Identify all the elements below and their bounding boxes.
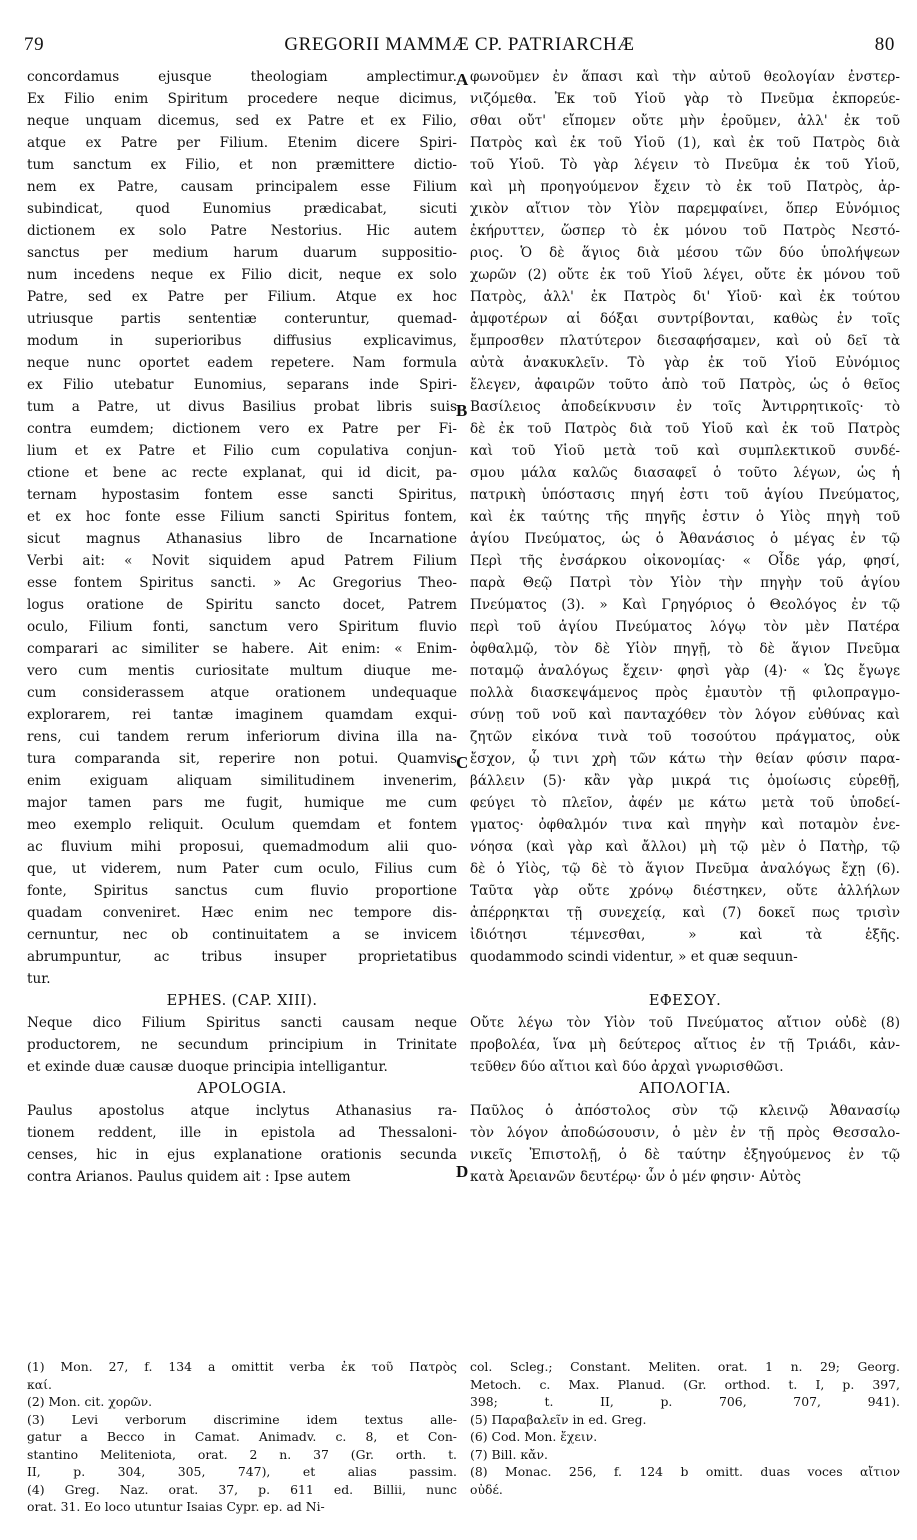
greek-text-line: παρὰ Θεῷ Πατρὶ τὸν Υἱὸν τὴν πηγὴν τοῦ ἁγίου bbox=[470, 575, 900, 591]
margin-letter-a: A bbox=[456, 70, 469, 89]
latin-body bbox=[27, 66, 457, 990]
footnote-line: Metoch. c. Max. Planud. (Gr. orthod. t. I, p. 397, bbox=[470, 1376, 900, 1392]
latin-text-line: modum in superioribus diffusius explicavimus, bbox=[27, 333, 457, 349]
greek-text-line: τοῦ Υἱοῦ. Τὸ γὰρ λέγειν τὸ Πνεῦμα ἐκ τοῦ Υἱοῦ, bbox=[470, 157, 900, 173]
latin-text-line: et ex hoc fonte esse Filium sancti Spiritus fontem, bbox=[27, 509, 457, 525]
greek-text-line: αὐτὰ ἀνακυκλεῖν. Τὸ γὰρ ἐκ τοῦ Υἱοῦ Εὐνόμιος bbox=[470, 355, 900, 371]
greek-text-line: δὲ ὁ Υἱὸς, τῷ δὲ τὸ ἅγιον Πνεῦμα ἀναλόγως ἔχῃ (6). bbox=[470, 861, 900, 877]
greek-text-line: καὶ μὴ προηγούμενον ἔχειν τὸ ἐκ τοῦ Πατρὸς, ἀρ- bbox=[470, 179, 900, 195]
greek-text-line: Περὶ τῆς ἐνσάρκου οἰκονομίας· « Οἶδε γάρ, φησί, bbox=[470, 553, 900, 569]
latin-text-line: major tamen pars me fugit, humique me cum bbox=[27, 795, 457, 811]
greek-text-line: πατρικὴ ὑπόστασις πηγή ἐστι τοῦ ἁγίου Πνεύματος, bbox=[470, 487, 900, 503]
greek-text-line: σθαι οὔτ' εἴπομεν οὔτε μὴν ἐροῦμεν, ἀλλ' ἐκ τοῦ bbox=[470, 113, 900, 129]
latin-text-line: dictionem ex solo Patre Nestorius. Hic autem bbox=[27, 223, 457, 239]
latin-text-line: rens, cui tandem rerum inferiorum divina illa na- bbox=[27, 729, 457, 745]
latin-ephes-text bbox=[27, 1012, 457, 1078]
latin-text-line: lium et ex Patre et Filio cum copulativa conjun- bbox=[27, 443, 457, 459]
latin-text-line: esse fontem Spiritus sancti. » Ac Gregorius Theo- bbox=[27, 575, 457, 591]
greek-apologia-line: τὸν λόγον ἀποδώσουσιν, ὁ μὲν ἐν τῇ πρὸς Θεσσαλο- bbox=[470, 1125, 900, 1141]
greek-text-line: φεύγει τὸ πλεῖον, ἀφέν με κάτω μετὰ τοῦ ὑποδεί- bbox=[470, 795, 900, 811]
footnote-line: (1) Mon. 27, f. 134 a omittit verba ἐκ τοῦ Πατρὸς bbox=[27, 1359, 457, 1374]
greek-text-line: γματος· ὀφθαλμόν τινα καὶ πηγὴν καὶ ποταμὸν ἐνε- bbox=[470, 817, 900, 833]
page-number-left: 79 bbox=[24, 34, 45, 55]
margin-letter-b: B bbox=[456, 401, 468, 420]
latin-text-line: fonte, Spiritus sanctus cum fluvio proportione bbox=[27, 883, 457, 899]
latin-text-line: concordamus ejusque theologiam amplectimur. bbox=[27, 69, 457, 85]
spacer bbox=[470, 968, 900, 990]
running-header bbox=[24, 34, 895, 64]
greek-text-line: ἀπέρρηκται τῇ συνεχείᾳ, καὶ (7) δοκεῖ πως τρισὶν bbox=[470, 905, 900, 921]
greek-text-line: ποταμῷ ἀναλόγως ἔχειν· φησὶ γὰρ (4)· « Ὡς ἔγωγε bbox=[470, 663, 900, 679]
footnotes-left bbox=[27, 1358, 457, 1516]
greek-text-line: φωνοῦμεν ἐν ἅπασι καὶ τὴν αὐτοῦ θεολογίαν ἐνστερ- bbox=[470, 69, 900, 85]
footnote-line: (5) Παραβαλεῖν in ed. Greg. bbox=[470, 1411, 647, 1427]
footnote-line: (8) Monac. 256, f. 124 b omitt. duas voces αἴτιον bbox=[470, 1464, 900, 1479]
latin-heading-apologia: APOLOGIA. bbox=[197, 1081, 287, 1097]
greek-text-line: ἁγίου Πνεύματος, ὡς ὁ Ἀθανάσιος ὁ μέγας ἐν τῷ bbox=[470, 531, 900, 547]
latin-ephes-line: et exinde duæ causæ duoque principia intelligantur. bbox=[27, 1059, 388, 1075]
latin-text-line: sicut magnus Athanasius libro de Incarnatione bbox=[27, 531, 457, 547]
greek-text-line: quodammodo scindi videntur, » et quæ sequun- bbox=[470, 949, 798, 965]
latin-text-line: Patre, sed ex Patre per Filium. Atque ex hoc bbox=[27, 289, 457, 305]
greek-text-line: ἔλεγεν, ἀφαιρῶν τοῦτο ἀπὸ τοῦ Πατρὸς, ὡς ὁ θεῖος bbox=[470, 377, 900, 393]
latin-text-line: cum considerassem atque orationem undequaque bbox=[27, 685, 457, 701]
latin-text-line: comparari ac similiter se habere. Ait enim: « Enim- bbox=[27, 641, 457, 657]
footnote-line: stantino Meliteniota, orat. 2 n. 37 (Gr. orth. t. bbox=[27, 1446, 457, 1462]
greek-apologia-line: Παῦλος ὁ ἀπόστολος σὺν τῷ κλεινῷ Ἀθανασίῳ bbox=[470, 1103, 900, 1119]
greek-column bbox=[470, 66, 900, 1188]
latin-text-line: nem ex Patre, causam principalem esse Filium bbox=[27, 179, 457, 195]
greek-text-line: Ταῦτα γὰρ οὔτε χρόνῳ διέστηκεν, οὔτε ἀλλήλων bbox=[470, 883, 900, 899]
latin-text-line: abrumpuntur, ac tribus insuper proprietatibus bbox=[27, 949, 457, 965]
latin-text-line: neque unquam dicemus, sed ex Patre et ex Filio, bbox=[27, 113, 457, 129]
greek-text-line: σύνῃ τοῦ νοῦ καὶ πανταχόθεν τὸν λόγον εὐθύνας καὶ bbox=[470, 707, 900, 723]
greek-text-line: πολλὰ διασκεψάμενος πρὸς ἐμαυτὸν τῇ φιλοπραγμο- bbox=[470, 685, 900, 701]
footnote-line: col. Scleg.; Constant. Meliten. orat. 1 n. 29; Georg. bbox=[470, 1359, 900, 1374]
greek-text-line: ἰδιότησι τέμνεσθαι, » καὶ τὰ ἑξῆς. bbox=[470, 927, 900, 943]
latin-text-line: neque nunc oportet eadem repetere. Nam formula bbox=[27, 355, 457, 371]
footnote-line: orat. 31. Eo loco utuntur Isaias Cypr. ep. ad Ni- bbox=[27, 1499, 325, 1514]
latin-text-line: meo exemplo reliquit. Oculum quemdam et fontem bbox=[27, 817, 457, 833]
latin-text-line: Verbi ait: « Novit siquidem apud Patrem Filium bbox=[27, 553, 457, 569]
latin-text-line: tum a Patre, ut divus Basilius probat libris suis bbox=[27, 399, 457, 415]
latin-text-line: oculo, Filium fonti, sanctum vero Spiritum fluvio bbox=[27, 619, 457, 635]
latin-text-line: logus oratione de Spiritu sancto docet, Patrem bbox=[27, 597, 457, 613]
latin-text-line: ac fluvium mihi proposui, quemadmodum alii quo- bbox=[27, 839, 457, 855]
latin-text-line: explorarem, rei tantæ imaginem quamdam exqui- bbox=[27, 707, 457, 723]
footnotes-right bbox=[470, 1358, 900, 1498]
greek-apologia-text bbox=[470, 1100, 900, 1188]
footnote-line: (3) Levi verborum discrimine idem textus alle- bbox=[27, 1411, 457, 1427]
greek-text-line: περὶ τοῦ ἁγίου Πνεύματος λόγῳ τὸν μὲν Πατέρα bbox=[470, 619, 900, 635]
footnote-line: (2) Mon. cit. χορῶν. bbox=[27, 1394, 153, 1409]
greek-text-line: Πατρὸς καὶ ἐκ τοῦ Υἱοῦ (1), καὶ ἐκ τοῦ Πατρὸς διὰ bbox=[470, 135, 900, 151]
latin-text-line: tura comparanda sit, reperire non potui. Quamvis bbox=[27, 751, 457, 767]
greek-text-line: χικὸν αἴτιον τὸν Υἱὸν παρεμφαίνει, ὅπερ Εὐνόμιος bbox=[470, 201, 900, 217]
greek-text-line: Πατρὸς, ἀλλ' ἐκ Πατρὸς δι' Υἱοῦ· καὶ ἐκ τούτου bbox=[470, 289, 900, 305]
latin-text-line: contra eumdem; dictionem vero ex Patre per Fi- bbox=[27, 421, 457, 437]
latin-text-line: tum sanctum ex Filio, et non præmittere dictio- bbox=[27, 157, 457, 173]
greek-text-line: βάλλειν (5)· κἂν γὰρ μικρά τις ὁμοίωσις εὑρεθῇ, bbox=[470, 773, 900, 789]
latin-apologia-line: censes, hic in ejus explanatione orationis secunda bbox=[27, 1147, 457, 1163]
running-title: GREGORII MAMMÆ CP. PATRIARCHÆ bbox=[284, 34, 635, 55]
greek-text-line: νιζόμεθα. Ἐκ τοῦ Υἱοῦ γὰρ τὸ Πνεῦμα ἐκπορεύε- bbox=[470, 91, 900, 107]
footnote-line: gatur a Becco in Camat. Animadv. c. 8, et Con- bbox=[27, 1429, 457, 1444]
greek-apologia-line: κατὰ Ἀρειανῶν δευτέρῳ· ὧν ὁ μέν φησιν· Αὐτὸς bbox=[470, 1169, 801, 1185]
greek-ephes-line: Οὔτε λέγω τὸν Υἱὸν τοῦ Πνεύματος αἴτιον οὐδὲ (8) bbox=[470, 1015, 900, 1031]
greek-text-line: καὶ ἐκ ταύτης τῆς πηγῆς ἐστιν ὁ Υἱὸς πηγὴ τοῦ bbox=[470, 509, 900, 525]
latin-apologia-line: tionem reddent, ille in epistola ad Thessaloni- bbox=[27, 1125, 457, 1141]
margin-letter-d: D bbox=[456, 1162, 469, 1181]
latin-text-line: utriusque partis sententiæ conteruntur, quemad- bbox=[27, 311, 457, 327]
greek-text-line: ριος. Ὁ δὲ ἅγιος διὰ μέσου τῶν δύο ὑπολήψεων bbox=[470, 245, 900, 261]
latin-text-line: que, ut viderem, num Pater cum oculo, Filius cum bbox=[27, 861, 457, 877]
latin-text-line: quadam conveniret. Hæc enim nec tempore dis- bbox=[27, 905, 457, 921]
greek-text-line: ζητῶν εἰκόνα τινὰ τοῦ τοσούτου πράγματος, οὐκ bbox=[470, 729, 900, 745]
footnote-line: οὐδέ. bbox=[470, 1481, 503, 1497]
latin-text-line: ternam hypostasim fontem esse sancti Spiritus, bbox=[27, 487, 457, 503]
greek-text-line: σμου μάλα καλῶς διασαφεῖ ὁ τοῦτο λέγων, ὡς ἡ bbox=[470, 465, 900, 481]
footnote-line: 398; t. II, p. 706, 707, 941). bbox=[470, 1394, 900, 1409]
greek-body bbox=[470, 66, 900, 968]
latin-ephes-line: productorem, ne secundum principium in Trinitate bbox=[27, 1037, 457, 1053]
footnote-line: II, p. 304, 305, 747), et alias passim. bbox=[27, 1464, 457, 1479]
greek-text-line: ἔμπροσθεν πλατύτερον διεσαφήσαμεν, καὶ οὐ δεῖ τὰ bbox=[470, 333, 900, 349]
greek-heading-apologia: ΑΠΟΛΟΓΙΑ. bbox=[639, 1081, 731, 1097]
greek-text-line: δὲ ἐκ τοῦ Πατρὸς διὰ τοῦ Υἱοῦ καὶ ἐκ τοῦ Πατρὸς bbox=[470, 421, 900, 437]
greek-ephes-text bbox=[470, 1012, 900, 1078]
latin-text-line: ex Filio utebatur Eunomius, separans inde Spiri- bbox=[27, 377, 457, 393]
footnote-line: καί. bbox=[27, 1376, 52, 1392]
latin-text-line: enim exiguam aliquam similitudinem invenerim, bbox=[27, 773, 457, 789]
greek-apologia-line: νικεῖς Ἐπιστολῇ, ὁ δὲ ταύτην ἐξηγούμενος ἐν τῷ bbox=[470, 1147, 900, 1163]
latin-text-line: Ex Filio enim Spiritum procedere neque dicimus, bbox=[27, 91, 457, 107]
page-number-right: 80 bbox=[874, 34, 895, 55]
greek-ephes-line: προβολέα, ἵνα μὴ δεύτερος αἴτιος ἐν τῇ Τριάδι, κἀν- bbox=[470, 1037, 900, 1053]
greek-heading-ephes: ΕΦΕΣΟΥ. bbox=[648, 993, 722, 1009]
latin-column bbox=[27, 66, 457, 1188]
latin-text-line: cernuntur, nec ob continuitatem a se invicem bbox=[27, 927, 457, 943]
footnote-line: (7) Bill. κἄν. bbox=[470, 1446, 548, 1462]
greek-text-line: Πνεύματος (3). » Καὶ Γρηγόριος ὁ Θεολόγος ἐν τῷ bbox=[470, 597, 900, 613]
greek-text-line: ὀφθαλμῷ, τὸν δὲ Υἱὸν πηγῇ, τὸ δὲ ἅγιον Πνεῦμα bbox=[470, 641, 900, 657]
latin-apologia-line: contra Arianos. Paulus quidem ait : Ipse autem bbox=[27, 1169, 351, 1185]
footnote-line: (6) Cod. Mon. ἔχειν. bbox=[470, 1429, 598, 1444]
latin-text-line: tur. bbox=[27, 971, 51, 987]
footnote-line: (4) Greg. Naz. orat. 37, p. 611 ed. Billii, nunc bbox=[27, 1481, 457, 1497]
greek-text-line: ἀμφοτέρων αἱ δόξαι συντρίβονται, καθὼς ἐν τοῖς bbox=[470, 311, 900, 327]
latin-text-line: atque ex Patre per Filium. Etenim dicere Spiri- bbox=[27, 135, 457, 151]
latin-text-line: subindicat, quod Eunomius prædicabat, sicuti bbox=[27, 201, 457, 217]
latin-ephes-line: Neque dico Filium Spiritus sancti causam neque bbox=[27, 1015, 457, 1031]
margin-letter-c: C bbox=[456, 753, 469, 772]
latin-text-line: ctione et bene ac recte explanat, qui id dicit, pa- bbox=[27, 465, 457, 481]
greek-text-line: νόησα (καὶ γὰρ καὶ ἄλλοι) μὴ τῷ μὲν ὁ Πατὴρ, τῷ bbox=[470, 839, 900, 855]
greek-text-line: χωρῶν (2) οὔτε ἐκ τοῦ Υἱοῦ λέγει, οὔτε ἐκ μόνου τοῦ bbox=[470, 267, 900, 283]
latin-apologia-line: Paulus apostolus atque inclytus Athanasius ra- bbox=[27, 1103, 457, 1119]
greek-text-line: ἐκήρυττεν, ὥσπερ τὸ ἐκ μόνου τοῦ Πατρὸς Νεστό- bbox=[470, 223, 900, 239]
latin-heading-ephes: EPHES. (CAP. XIII). bbox=[166, 993, 318, 1009]
greek-ephes-line: τεῦθεν δύο αἴτιοι καὶ δύο ἀρχαὶ γνωρισθῶσι. bbox=[470, 1059, 784, 1075]
latin-text-line: vero cum mentis curiositate multum diuque me- bbox=[27, 663, 457, 679]
greek-text-line: Βασίλειος ἀποδείκνυσιν ἐν τοῖς Ἀντιρρητικοῖς· τὸ bbox=[470, 399, 900, 415]
latin-apologia-text bbox=[27, 1100, 457, 1188]
latin-text-line: num incedens neque ex Filio dicit, neque ex solo bbox=[27, 267, 457, 283]
latin-text-line: sanctus per medium harum duarum suppositio- bbox=[27, 245, 457, 261]
greek-text-line: ἔσχον, ᾧ τινι χρὴ τῶν κάτω τὴν θείαν φύσιν παρα- bbox=[470, 751, 900, 767]
greek-text-line: καὶ τοῦ Υἱοῦ μετὰ τοῦ καὶ συμπλεκτικοῦ συνδέ- bbox=[470, 443, 900, 459]
